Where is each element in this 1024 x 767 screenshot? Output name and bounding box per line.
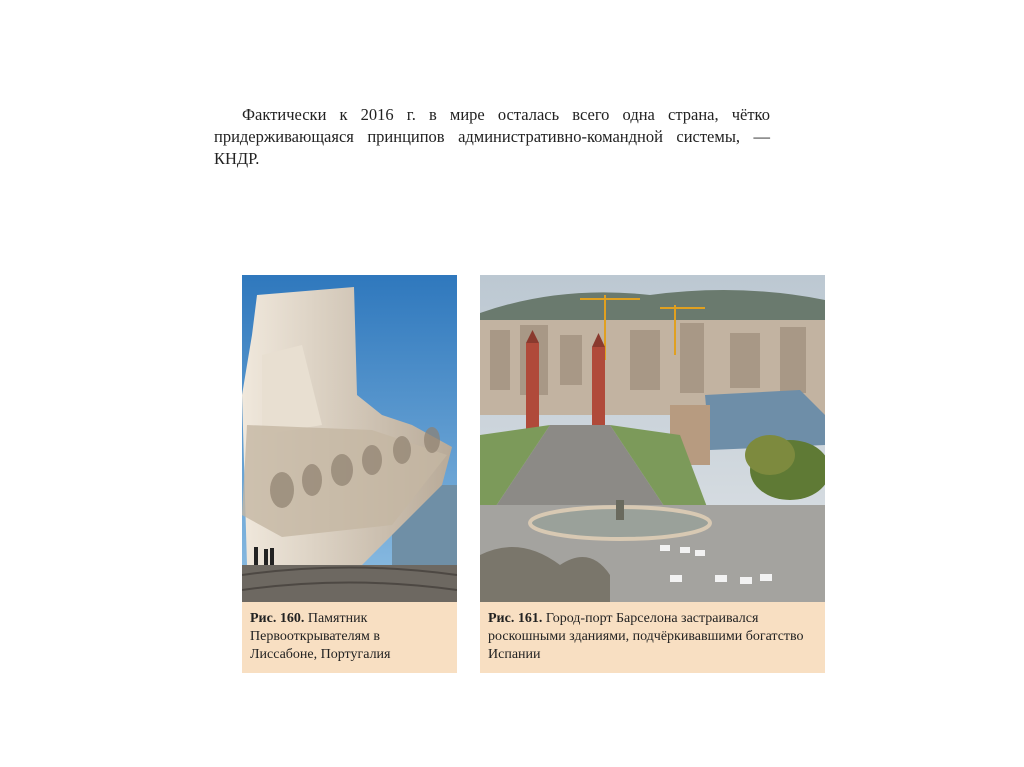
photo-barcelona-city (480, 275, 825, 602)
figure-160 (242, 275, 457, 673)
figure-caption (480, 602, 825, 673)
figure-label: Рис. 160. (250, 611, 305, 626)
photo-lisbon-monument (242, 275, 457, 602)
figure-161 (480, 275, 825, 673)
body-paragraph: Фактически к 2016 г. в мире осталась всего одна страна, чётко придерживающаяся принципов административно-командной системы, — КНДР. (214, 105, 770, 168)
figure-caption (242, 602, 457, 673)
figure-caption-text: Памятник Первооткрывателям в Лиссабоне, Португалия (250, 611, 391, 662)
figure-label: Рис. 161. (488, 611, 543, 626)
figure-caption-text: Город-порт Барселона застраивался роскошными зданиями, подчёркивавшими богатство Испании (488, 611, 804, 662)
